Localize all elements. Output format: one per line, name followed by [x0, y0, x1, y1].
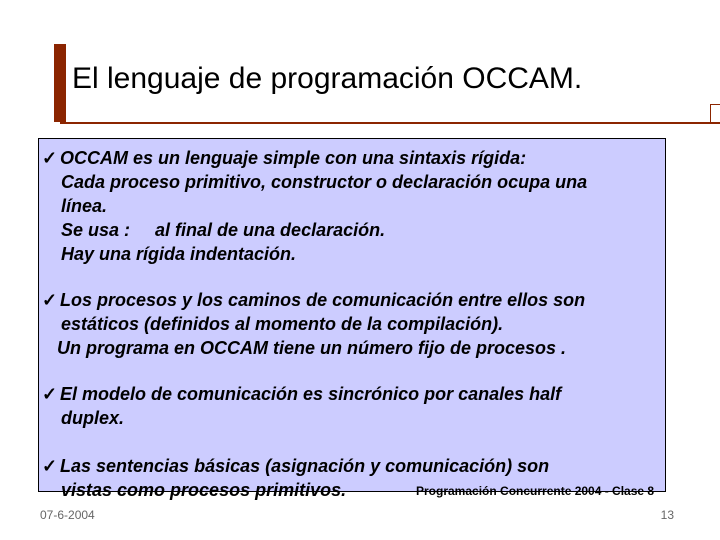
bullet-2 [42, 288, 585, 360]
bullet-3 [42, 382, 561, 430]
bullet-2-line-3: Un programa en OCCAM tiene un número fijo de procesos . [57, 338, 567, 358]
bullet-1-line-3: línea. [61, 196, 108, 216]
check-icon: ✓ [42, 290, 58, 310]
page-number: 13 [660, 508, 674, 522]
bullet-1-line-5: Hay una rígida indentación. [61, 244, 297, 264]
bullet-2-line-2: estáticos (definidos al momento de la compilación). [61, 314, 504, 334]
bullet-1-line-4: Se usa : al final de una declaración. [61, 220, 386, 240]
title-accent-bar [54, 44, 66, 122]
bullet-4-line-1: Las sentencias básicas (asignación y comunicación) son [60, 456, 550, 476]
check-icon: ✓ [42, 384, 58, 404]
bullet-1-line-2: Cada proceso primitivo, constructor o declaración ocupa una [61, 172, 588, 192]
slide-title: El lenguaje de programación OCCAM. [72, 62, 583, 95]
bullet-3-line-2: duplex. [61, 408, 125, 428]
bullet-3-line-1: El modelo de comunicación es sincrónico por canales half [60, 384, 562, 404]
title-rule [60, 122, 720, 124]
bullet-1-line-1: OCCAM es un lenguaje simple con una sintaxis rígida: [60, 148, 527, 168]
corner-accent [710, 104, 720, 124]
check-icon: ✓ [42, 148, 58, 168]
course-footer: Programación Concurrente 2004 - Clase 8 [416, 484, 655, 498]
bullet-2-line-1: Los procesos y los caminos de comunicación entre ellos son [60, 290, 586, 310]
bullet-1 [42, 146, 587, 266]
check-icon: ✓ [42, 456, 58, 476]
slide-date: 07-6-2004 [40, 508, 95, 522]
bullet-4-line-2: vistas como procesos primitivos. [61, 480, 347, 500]
